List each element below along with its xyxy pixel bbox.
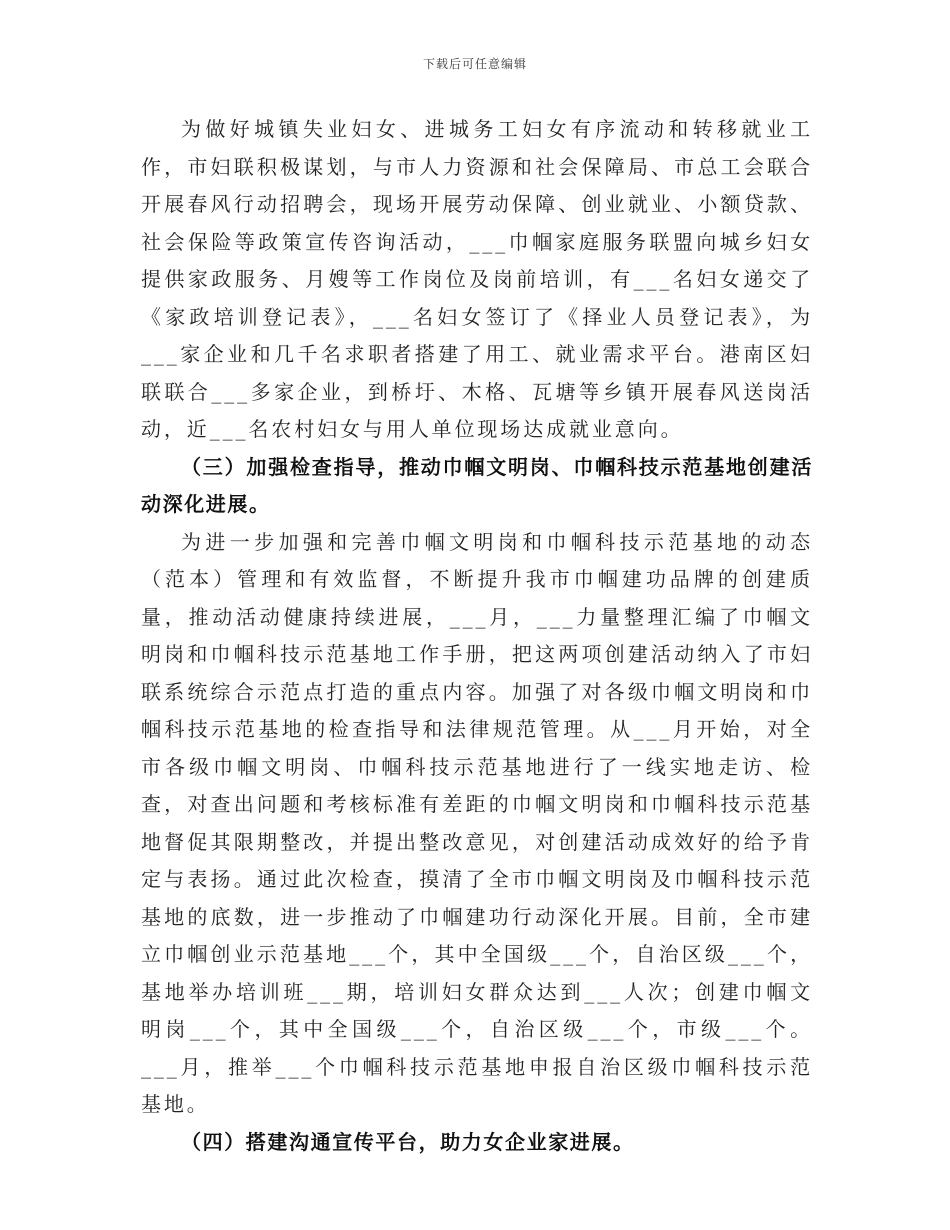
section-heading-3: （三）加强检查指导，推动巾帼文明岗、巾帼科技示范基地创建活动深化进展。 [141, 454, 813, 516]
paragraph-inspection: 为进一步加强和完善巾帼文明岗和巾帼科技示范基地的动态（范本）管理和有效监督，不断提升我市巾帼建功品牌的创建质量，推动活动健康持续进展，___月，___力量整理汇编了巾帼文明岗和巾帼科技示范基地工作手册，把这两项创建活动纳入了市妇联系统综合示范点打造的重点内容。加强了对各级巾帼文明岗和巾帼科技示范基地的检查指导和法律规范管理。从___月开始，对全市各级巾帼文明岗、巾帼科技示范基地进行了一线实地走访、检查，对查出问题和考核标准有差距的巾帼文明岗和巾帼科技示范基地督促其限期整改，并提出整改意见，对创建活动成效好的给予肯定与表扬。通过此次检查，摸清了全市巾帼文明岗及巾帼科技示范基地的底数，进一步推动了巾帼建功行动深化开展。目前，全市建立巾帼创业示范基地___个，其中全国级___个，自治区级___个，基地举办培训班___期，培训妇女群众达到___人次；创建巾帼文明岗___个，其中全国级___个，自治区级___个，市级___个。___月，推举___个巾帼科技示范基地申报自治区级巾帼科技示范基地。 [141, 529, 813, 1116]
section-heading-4: （四）搭建沟通宣传平台，助力女企业家进展。 [181, 1129, 635, 1154]
page-header: 下载后可任意编辑 [422, 57, 527, 71]
paragraph-employment: 为做好城镇失业妇女、进城务工妇女有序流动和转移就业工作，市妇联积极谋划，与市人力资源和社会保障局、市总工会联合开展春风行动招聘会，现场开展劳动保障、创业就业、小额贷款、社会保险等政策宣传咨询活动，___巾帼家庭服务联盟向城乡妇女提供家政服务、月嫂等工作岗位及岗前培训，有___名妇女递交了《家政培训登记表》，___名妇女签订了《择业人员登记表》，为___家企业和几千名求职者搭建了用工、就业需求平台。港南区妇联联合___多家企业，到桥圩、木格、瓦塘等乡镇开展春风送岗活动，近___名农村妇女与用人单位现场达成就业意向。 [141, 117, 813, 441]
document-body [141, 111, 813, 1161]
